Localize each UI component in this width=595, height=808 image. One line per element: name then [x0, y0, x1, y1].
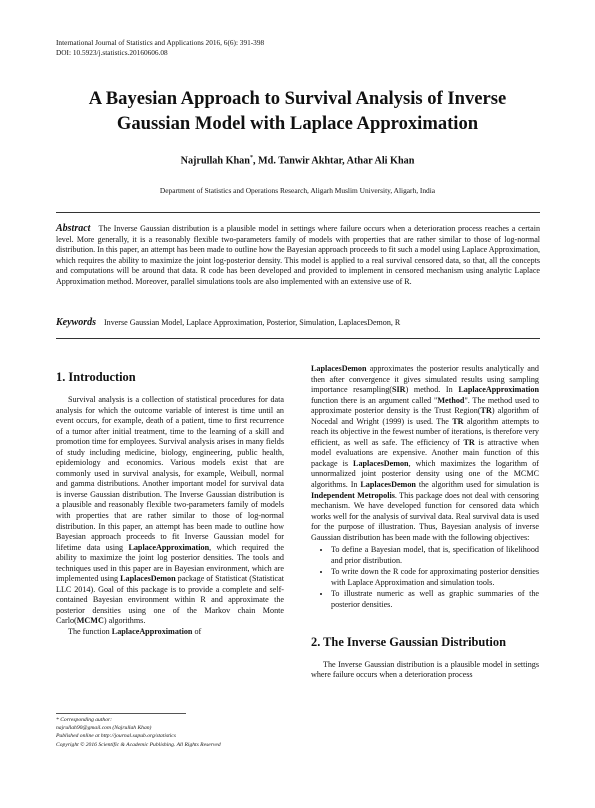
abstract — [56, 224, 540, 287]
footnote — [56, 716, 221, 749]
journal-citation: International Journal of Statistics and Applications 2016, 6(6): 391-398 — [56, 38, 265, 47]
intro-paragraph-2: The function LaplaceApproximation of — [68, 627, 202, 637]
section-1-heading: 1. Introduction — [56, 370, 136, 384]
objective-item: • To illustrate numeric as well as graphic summaries of the posterior densities. — [331, 589, 539, 610]
paper-title — [40, 86, 555, 136]
objective-item: • To write down the R code for approximating posterior densities with Laplace Approximation and simulation tools. — [331, 567, 539, 588]
corresponding-mark: * — [249, 155, 253, 161]
left-column — [56, 370, 284, 638]
journal-doi: DOI: 10.5923/j.statistics.20160606.08 — [56, 47, 168, 57]
other-authors: , Md. Tanwir Akhtar, Athar Ali Khan — [252, 155, 415, 167]
divider-bottom — [56, 338, 540, 339]
keywords — [56, 317, 540, 328]
affiliation: Department of Statistics and Operations Research, Aligarh Muslim University, Aligarh, India — [159, 186, 436, 195]
objectives-list — [311, 545, 539, 610]
abstract-text: The Inverse Gaussian distribution is a plausible model in settings where failure occurs when a deterioration process reaches a certain level. More generally, it is a reasonably flexible two-parameters family of models with properties that are rather similar to those of log-normal distribution. In this paper, an attempt has been made to outline how the Bayesian approach proceeds to fit such a model using Laplace Approximation, which requires the ability to maximize the joint log-posterior density. This model is applied to a real survival censored data, so that, all the concepts and computations will be around that data. R code has been developed and provided to implement in censored mechanism using analytic Laplace Approximation method. Moreover, parallel simulations tools are also implemented with an extensive use of R. — [56, 224, 540, 286]
intro-continued: LaplacesDemon approximates the posterior results analytically and then after convergence it gives simulated results using sampling importance resampling(SIR) method. In LaplaceApproximation function there is an argument called "Method". The method used to approximate posterior density is the Trust Region(TR) algorithm of Nocedal and Wright (1999) is used. The TR algorithm attempts to reach its objective in the fewest number of iterations, is therefore very efficient, as well as safe. The efficiency of TR is attractive when model evaluations are expensive. Another main function of this package is LaplacesDemon, which maximizes the logarithm of unnormalized joint posterior density using one of the MCMC algorithms. In LaplacesDemon the algorithm used for simulation is Independent Metropolis. This package does not deal with censoring mechanism. We have developed function for censored data which works well for the analysis of survival data. Real survival data is used for the purpose of illustration. Thus, Bayesian analysis of inverse Gaussian distribution has been made with the following objectives: — [311, 364, 540, 542]
author-1: Najrullah Khan — [180, 155, 250, 167]
footnote-rule — [56, 713, 186, 714]
intro-paragraph-1: Survival analysis is a collection of statistical procedures for data analysis for which the outcome variable of interest is time until an event occurs, for example, death of a patient, time to first recurrence of a tumor after initial treatment, time to the learning of a skill and promotion time for employees. Survival analysis arises in many fields of study including medicine, biology, engineering, public health, epidemiology and economics. Various models exist that are commonly used in survival analysis, for example, Weibull, normal and gamma distributions. Another important model for survival data is inverse Gaussian distribution. The Inverse Gaussian distribution is a plausible and reasonably flexible two-parameters family of models with properties that are rather similar to those of log-normal distribution. In this paper, an attempt has been made to outline how Bayesian approach proceeds to fit Inverse Gaussian model for lifetime data using LaplaceApproximation, which required the ability to maximize the joint log posterior densities. The tools and techniques used in this paper are in Bayesian environment, which are implemented using LaplacesDemon package of Statisticat (Statisticat LLC 2014). Goal of this package is to provide a complete and self-contained Bayesian environment within R and approximate the posterior densities using one of the Markov chain Monte Carlo(MCMC) algorithms. — [56, 395, 284, 626]
footnote-email: najrullah90@gmail.com (Najrullah Khan) — [56, 725, 152, 732]
abstract-label: Abstract — [56, 223, 91, 234]
footnote-corresponding: * Corresponding author: — [56, 717, 113, 723]
section-2-text: The Inverse Gaussian distribution is a plausible model in settings where failure occurs when a deterioration process — [311, 659, 539, 680]
footnote-copyright: Copyright © 2016 Scientific & Academic Publishing. All Rights Reserved — [56, 741, 221, 748]
section-2-heading: 2. The Inverse Gaussian Distribution — [311, 634, 506, 649]
divider-top — [56, 212, 540, 213]
objective-item: • To define a Bayesian model, that is, specification of likelihood and prior distribution. — [331, 545, 539, 566]
right-column — [311, 364, 539, 681]
keywords-text: Inverse Gaussian Model, Laplace Approximation, Posterior, Simulation, LaplacesDemon, R — [104, 318, 401, 327]
footnote-published: Published online at http://journal.sapub.org/statistics — [56, 733, 176, 740]
title-line-2: Gaussian Model with Laplace Approximation — [116, 113, 479, 134]
title-line-1: A Bayesian Approach to Survival Analysis of Inverse — [88, 88, 507, 109]
keywords-label: Keywords — [56, 317, 96, 328]
journal-header — [56, 38, 264, 57]
author-list — [0, 155, 595, 166]
